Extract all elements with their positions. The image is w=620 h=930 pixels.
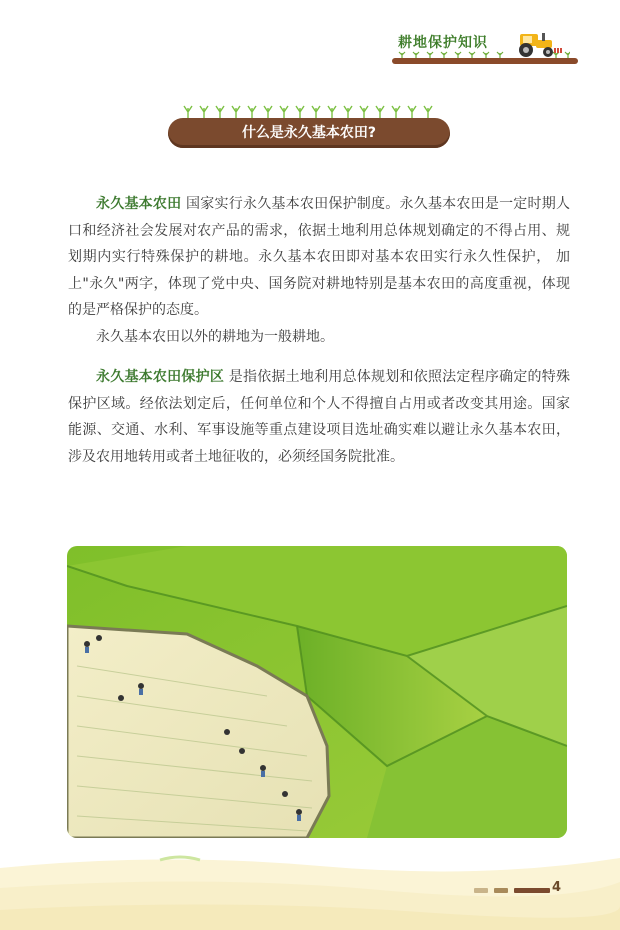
paragraph-protection-zone [68,364,570,470]
brand-title: 耕地保护知识 [398,35,488,51]
term-protection-zone: 永久基本农田保护区 [96,369,225,385]
paragraph-text: 是指依据土地利用总体规划和依照法定程序确定的特殊保护区域。经依法划定后，任何单位和个人不得擅自占用或者改变其用途。国家能源、交通、水利、军事设施等重点建设项目选址确实难以避让永久基本农田，涉及农用地转用或者土地征收的，必须经国务院批准。 [68,369,570,465]
paragraph-text: 国家实行永久基本农田保护制度。永久基本农田是一定时期人口和经济社会发展对农产品的需求，依据土地利用总体规划确定的不得占用、规划期内实行特殊保护的耕地。永久基本农田即对基本农田实行永久性保护， 加上"永久"两字，体现了党中央、国务院对耕地特别是基本农田的高度重视，体现的是严格保护的态度。 [68,196,570,318]
brand-badge [392,28,580,68]
page-mark [494,888,508,893]
paragraph-definition [68,191,570,324]
article-body [68,191,570,470]
paragraph-general-farmland [68,324,570,351]
term-permanent-farmland: 永久基本农田 [96,196,182,212]
section-heading [168,102,450,150]
brand-soil-bar [392,58,578,64]
paragraph-text: 永久基本农田以外的耕地为一般耕地。 [96,328,334,345]
page-mark [474,888,488,893]
heading-title: 什么是永久基本农田? [241,125,377,141]
grass-decoration [182,102,442,118]
rice-field-photo [67,546,567,838]
tractor-icon [512,28,564,58]
page-mark [514,888,550,893]
page-number: 4 [552,880,562,895]
